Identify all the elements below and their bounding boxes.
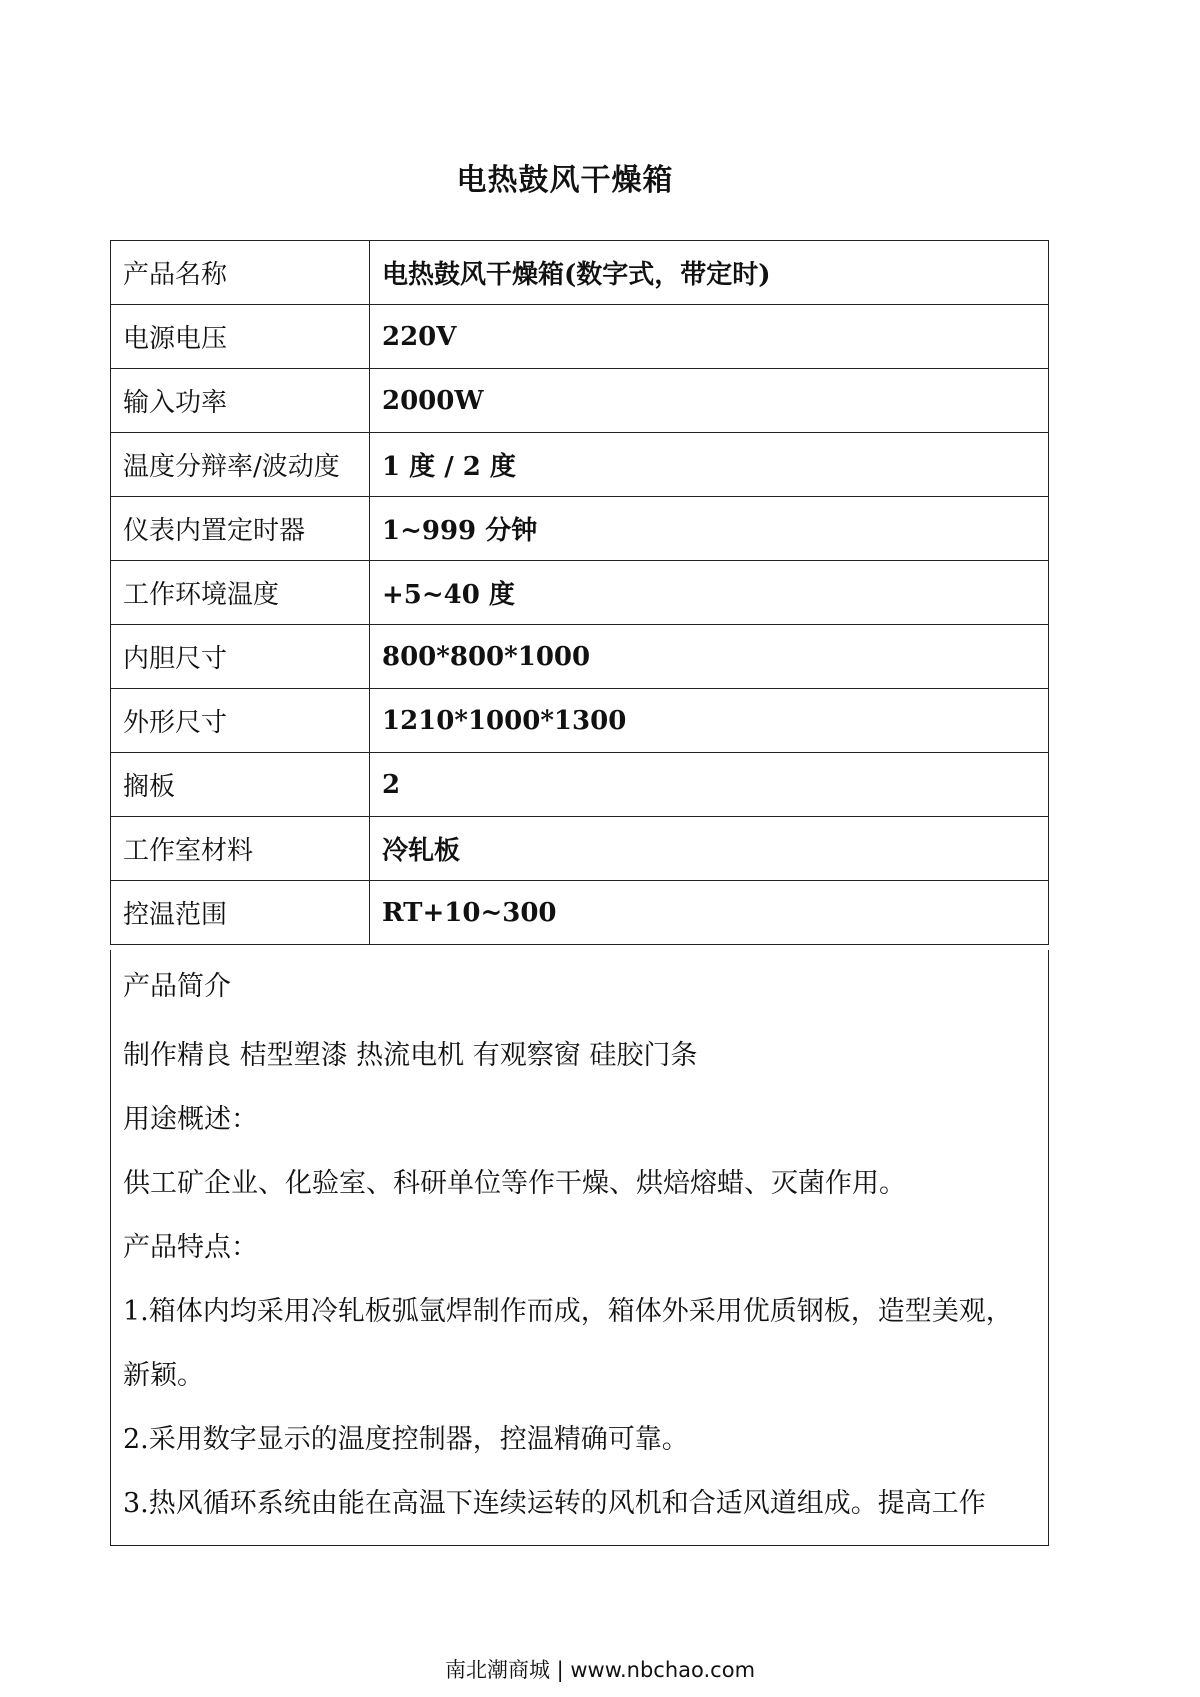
feature-item: 3.热风循环系统由能在高温下连续运转的风机和合适风道组成。提高工作 [123, 1488, 986, 1519]
spec-label: 电源电压 [111, 305, 370, 369]
features-heading: 产品特点： [123, 1232, 258, 1263]
spec-label: 工作室材料 [111, 817, 370, 881]
spec-value: RT+10~300 [370, 881, 1049, 945]
table-row [111, 497, 1049, 561]
intro-features-line: 制作精良 桔型塑漆 热流电机 有观察窗 硅胶门条 [123, 1040, 698, 1071]
usage-text: 供工矿企业、化验室、科研单位等作干燥、烘焙熔蜡、灭菌作用。 [123, 1168, 906, 1199]
document-title: 电热鼓风干燥箱 [456, 163, 674, 198]
table-row [111, 369, 1049, 433]
table-row [111, 433, 1049, 497]
table-row [111, 689, 1049, 753]
intro-heading: 产品简介 [123, 971, 231, 1002]
feature-item-continued: 新颖。 [123, 1360, 204, 1391]
spec-label: 输入功率 [111, 369, 370, 433]
footer-watermark: 南北潮商城 | www.nbchao.com [444, 1658, 756, 1682]
spec-value: 电热鼓风干燥箱(数字式，带定时) [370, 241, 1049, 305]
spec-label: 搁板 [111, 753, 370, 817]
spec-label: 仪表内置定时器 [111, 497, 370, 561]
spec-table [110, 240, 1049, 945]
spec-value: 2 [370, 753, 1049, 817]
table-row [111, 561, 1049, 625]
table-row [111, 241, 1049, 305]
spec-label: 外形尺寸 [111, 689, 370, 753]
spec-value: 1 度 / 2 度 [370, 433, 1049, 497]
spec-label: 温度分辩率/波动度 [111, 433, 370, 497]
table-row [111, 625, 1049, 689]
spec-value: 1210*1000*1300 [370, 689, 1049, 753]
table-row [111, 817, 1049, 881]
spec-value: 220V [370, 305, 1049, 369]
spec-value: +5~40 度 [370, 561, 1049, 625]
spec-value: 1~999 分钟 [370, 497, 1049, 561]
table-row [111, 753, 1049, 817]
spec-label: 产品名称 [111, 241, 370, 305]
table-row [111, 881, 1049, 945]
table-row [111, 305, 1049, 369]
product-intro-section [110, 950, 1049, 1546]
spec-value: 800*800*1000 [370, 625, 1049, 689]
feature-item: 2.采用数字显示的温度控制器，控温精确可靠。 [123, 1424, 689, 1455]
spec-value: 2000W [370, 369, 1049, 433]
feature-item: 1.箱体内均采用冷轧板弧氩焊制作而成，箱体外采用优质钢板，造型美观， [123, 1296, 1013, 1327]
spec-value: 冷轧板 [370, 817, 1049, 881]
spec-label: 内胆尺寸 [111, 625, 370, 689]
usage-heading: 用途概述： [123, 1104, 258, 1135]
spec-label: 控温范围 [111, 881, 370, 945]
spec-label: 工作环境温度 [111, 561, 370, 625]
